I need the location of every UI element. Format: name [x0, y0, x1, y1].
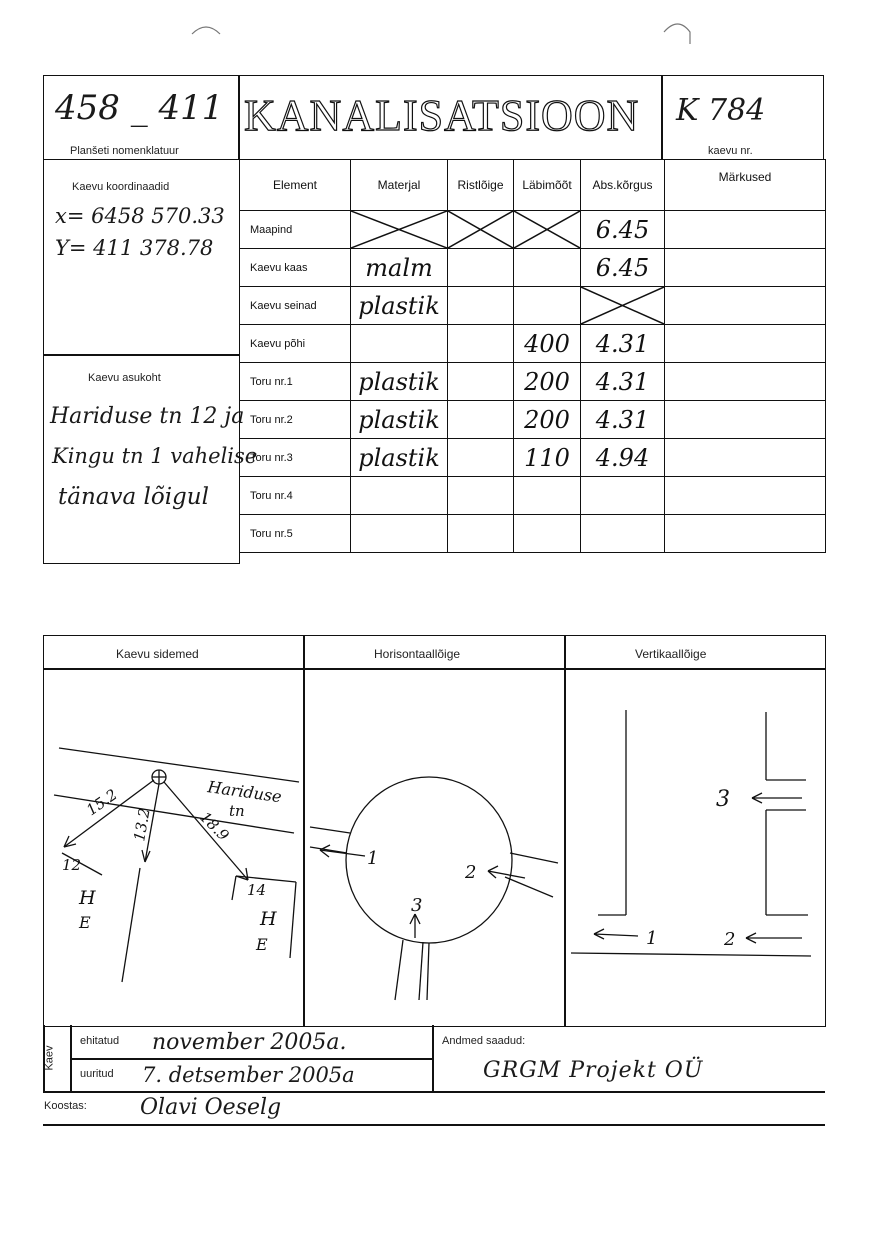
row-diameter: 200	[514, 401, 581, 439]
table-row	[240, 325, 826, 363]
well-number-value: K 784	[676, 93, 766, 128]
crossed-cell	[514, 211, 581, 249]
row-abs-height: 4.31	[581, 363, 665, 401]
horizontal-pipe-2: 2	[465, 862, 477, 883]
row-diameter	[514, 249, 581, 287]
punch-hole-right	[660, 18, 696, 48]
links-house-1-h: H	[79, 887, 96, 909]
row-diameter: 200	[514, 363, 581, 401]
punch-hole-left	[188, 18, 224, 40]
horizontal-panel-label: Horisontaallõige	[374, 647, 461, 661]
table-row	[240, 401, 826, 439]
well-number-label: kaevu nr.	[708, 145, 753, 157]
built-value: november 2005a.	[152, 1030, 347, 1055]
row-abs-height: 4.31	[581, 401, 665, 439]
vertical-pipe-1: 1	[646, 928, 658, 949]
coordinate-x: x= 6458 570.33	[55, 204, 225, 228]
crossed-cell	[581, 287, 665, 325]
row-element: Kaevu põhi	[240, 325, 351, 363]
compiled-label: Koostas:	[44, 1100, 87, 1112]
compiled-value: Olavi Oeselg	[140, 1095, 282, 1120]
row-cross-section	[448, 287, 514, 325]
table-row	[240, 287, 826, 325]
table-row	[240, 477, 826, 515]
links-house-1-e: E	[79, 913, 91, 932]
location-line-2: Kingu tn 1 vahelise	[52, 444, 258, 468]
header-cross-section: Ristlõige	[448, 160, 514, 211]
location-line-3: tänava lõigul	[58, 484, 209, 510]
row-element: Toru nr.5	[240, 515, 351, 553]
links-house-2-e: E	[256, 935, 268, 954]
vertical-pipe-3: 3	[716, 787, 730, 812]
links-point-14: 14	[247, 881, 267, 899]
row-element: Kaevu seinad	[240, 287, 351, 325]
row-diameter: 110	[514, 439, 581, 477]
row-cross-section	[448, 401, 514, 439]
row-element: Toru nr.3	[240, 439, 351, 477]
location-line-1: Hariduse tn 12 ja	[50, 404, 245, 429]
surveyed-value: 7. detsember 2005a	[142, 1063, 355, 1087]
header-diameter: Läbimõõt	[514, 160, 581, 211]
row-cross-section	[448, 477, 514, 515]
links-house-2-h: H	[260, 908, 277, 930]
row-remarks	[665, 477, 826, 515]
row-remarks	[665, 325, 826, 363]
row-element: Toru nr.2	[240, 401, 351, 439]
row-cross-section	[448, 439, 514, 477]
built-label: ehitatud	[80, 1035, 120, 1047]
row-material	[351, 477, 448, 515]
row-abs-height	[581, 515, 665, 553]
crossed-cell	[448, 211, 514, 249]
links-street-suffix: tn	[229, 802, 245, 820]
page-title: KANALISATSIOON	[244, 91, 640, 140]
nomenclature-label: Planšeti nomenklatuur	[70, 145, 179, 157]
data-source-value: GRGM Projekt OÜ	[483, 1058, 704, 1083]
table-row	[240, 515, 826, 553]
vertical-panel-label: Vertikaallõige	[635, 647, 707, 661]
row-material: plastik	[351, 401, 448, 439]
row-material: plastik	[351, 287, 448, 325]
row-abs-height: 4.31	[581, 325, 665, 363]
row-diameter: 400	[514, 325, 581, 363]
links-point-12: 12	[62, 856, 82, 874]
links-distance-3: 18.9	[196, 808, 233, 845]
row-material: plastik	[351, 363, 448, 401]
table-row	[240, 439, 826, 477]
row-remarks	[665, 515, 826, 553]
row-remarks	[665, 363, 826, 401]
links-panel-label: Kaevu sidemed	[116, 647, 199, 661]
row-abs-height: 6.45	[581, 211, 665, 249]
data-source-label: Andmed saadud:	[442, 1035, 526, 1047]
row-remarks	[665, 249, 826, 287]
row-abs-height	[581, 477, 665, 515]
row-cross-section	[448, 363, 514, 401]
vertical-section-diagram	[566, 670, 825, 1025]
row-remarks	[665, 287, 826, 325]
surveyed-label: uuritud	[80, 1068, 114, 1080]
row-cross-section	[448, 249, 514, 287]
horizontal-pipe-3: 3	[411, 895, 423, 916]
row-element: Toru nr.4	[240, 477, 351, 515]
table-row	[240, 211, 826, 249]
row-remarks	[665, 211, 826, 249]
links-street-name: Hariduse	[206, 777, 283, 807]
row-material	[351, 325, 448, 363]
row-cross-section	[448, 325, 514, 363]
horizontal-section-diagram	[305, 670, 564, 1025]
row-remarks	[665, 401, 826, 439]
links-diagram	[44, 670, 303, 1025]
crossed-cell	[351, 211, 448, 249]
links-distance-2: 13.2	[130, 806, 154, 843]
row-diameter	[514, 515, 581, 553]
horizontal-pipe-1: 1	[367, 848, 379, 869]
nomenclature-value: 458 _ 411	[55, 88, 224, 128]
row-material: malm	[351, 249, 448, 287]
location-label: Kaevu asukoht	[88, 372, 161, 384]
vertical-pipe-2: 2	[724, 929, 736, 950]
row-material	[351, 515, 448, 553]
coordinates-label: Kaevu koordinaadid	[72, 181, 170, 193]
header-element: Element	[240, 160, 351, 211]
row-material: plastik	[351, 439, 448, 477]
row-abs-height: 6.45	[581, 249, 665, 287]
well-side-label: Kaev	[43, 1045, 56, 1071]
links-distance-1: 15.2	[82, 785, 121, 820]
table-header-row	[240, 160, 826, 211]
header-abs-height: Abs.kõrgus	[581, 160, 665, 211]
table-row	[240, 249, 826, 287]
row-diameter	[514, 287, 581, 325]
row-diameter	[514, 477, 581, 515]
table-row	[240, 363, 826, 401]
row-element: Toru nr.1	[240, 363, 351, 401]
row-remarks	[665, 439, 826, 477]
coordinate-y: Y= 411 378.78	[55, 236, 214, 260]
well-data-table	[239, 159, 826, 553]
header-remarks: Märkused	[665, 160, 826, 211]
row-element: Maapind	[240, 211, 351, 249]
row-element: Kaevu kaas	[240, 249, 351, 287]
row-cross-section	[448, 515, 514, 553]
row-abs-height: 4.94	[581, 439, 665, 477]
header-material: Materjal	[351, 160, 448, 211]
